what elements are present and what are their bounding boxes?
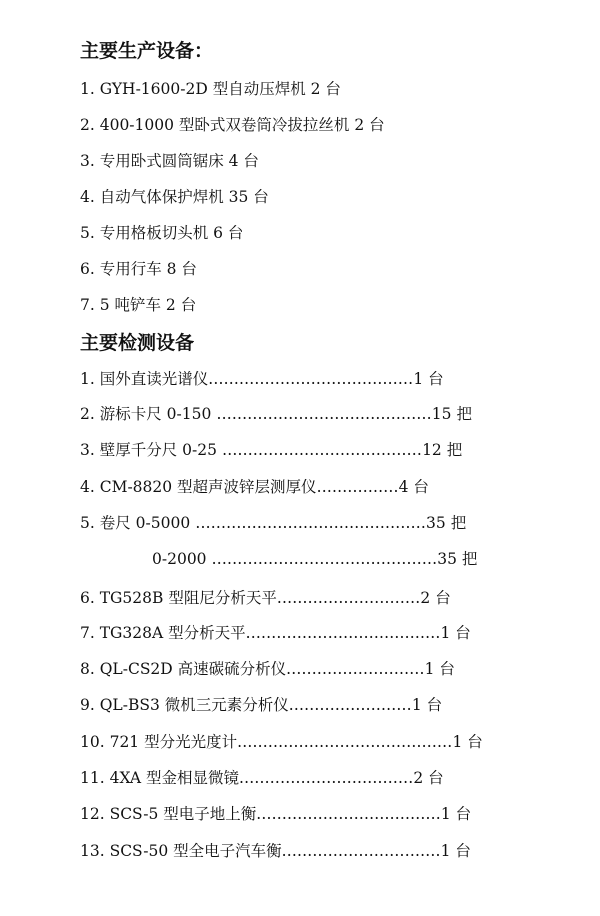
item-name: 6. TG528B 型阻尼分析天平 — [80, 589, 277, 607]
production-item: 4. 自动气体保护焊机 35 台 — [80, 188, 269, 206]
inspection-item — [80, 803, 471, 825]
item-quantity: 1 台 — [440, 805, 472, 823]
inspection-item — [80, 587, 451, 609]
inspection-item — [80, 840, 471, 862]
item-name: 0-2000 — [152, 550, 207, 568]
leader-dots: ...................................... — [245, 624, 441, 642]
item-quantity: 1 台 — [452, 733, 483, 751]
item-name: 9. QL-BS3 微机三元素分析仪 — [80, 696, 289, 714]
inspection-item — [80, 767, 444, 789]
leader-dots: ............................................. — [190, 514, 427, 532]
production-item: 1. GYH-1600-2D 型自动压焊机 2 台 — [80, 80, 341, 98]
item-name: 10. 721 型分光光度计 — [80, 733, 238, 751]
production-item: 5. 专用格板切头机 6 台 — [80, 224, 244, 242]
item-quantity: 1 台 — [440, 624, 471, 642]
item-name: 2. 游标卡尺 0-150 — [80, 405, 212, 423]
item-name: 8. QL-CS2D 高速碳硫分析仪 — [80, 660, 287, 678]
inspection-item — [80, 731, 483, 753]
production-item: 6. 专用行车 8 台 — [80, 260, 197, 278]
item-quantity: 15 把 — [431, 405, 472, 423]
item-name: 5. 卷尺 0-5000 — [80, 514, 191, 532]
item-quantity: 1 台 — [413, 370, 444, 388]
item-quantity: 1 台 — [424, 660, 455, 678]
item-name: 3. 壁厚千分尺 0-25 — [80, 441, 217, 459]
item-name: 4. CM-8820 型超声波锌层测厚仪 — [80, 478, 317, 496]
item-quantity: 4 台 — [398, 478, 429, 496]
production-heading: 主要生产设备： — [80, 40, 214, 62]
production-item: 2. 400-1000 型卧式双卷筒冷拔拉丝机 2 台 — [80, 116, 385, 134]
item-name: 12. SCS-5 型电子地上衡 — [80, 805, 257, 823]
inspection-item — [80, 439, 462, 461]
item-name: 13. SCS-50 型全电子汽车衡 — [80, 842, 282, 860]
leader-dots: ............................................ — [206, 550, 438, 568]
item-quantity: 1 台 — [411, 696, 443, 714]
inspection-item — [80, 658, 455, 680]
item-quantity: 35 把 — [437, 550, 478, 568]
item-quantity: 2 台 — [413, 769, 444, 787]
leader-dots: .......................................... — [237, 733, 453, 751]
leader-dots: .................................. — [239, 769, 414, 787]
inspection-item — [152, 548, 477, 570]
item-quantity: 2 台 — [420, 589, 451, 607]
leader-dots: .................................... — [256, 805, 441, 823]
item-name: 7. TG328A 型分析天平 — [80, 624, 246, 642]
inspection-heading: 主要检测设备 — [80, 332, 195, 354]
inspection-item — [80, 403, 472, 425]
inspection-item — [80, 476, 429, 498]
leader-dots: ........................................ — [208, 370, 414, 388]
leader-dots: ............................ — [276, 589, 421, 607]
leader-dots: ............................... — [281, 842, 441, 860]
production-item: 3. 专用卧式圆筒锯床 4 台 — [80, 152, 259, 170]
inspection-item — [80, 694, 442, 716]
item-quantity: 35 把 — [426, 514, 467, 532]
production-item: 7. 5 吨铲车 2 台 — [80, 296, 197, 314]
inspection-item — [80, 622, 471, 644]
item-name: 11. 4XA 型金相显微镜 — [80, 769, 240, 787]
item-quantity: 1 台 — [440, 842, 471, 860]
item-name: 1. 国外直读光谱仪 — [80, 370, 209, 388]
leader-dots: ................ — [316, 478, 399, 496]
item-quantity: 12 把 — [422, 441, 463, 459]
leader-dots: ....................................... — [216, 441, 423, 459]
leader-dots: ........................... — [286, 660, 425, 678]
leader-dots: .......................................... — [211, 405, 432, 423]
inspection-item — [80, 368, 444, 390]
inspection-item — [80, 512, 466, 534]
leader-dots: ........................ — [288, 696, 412, 714]
